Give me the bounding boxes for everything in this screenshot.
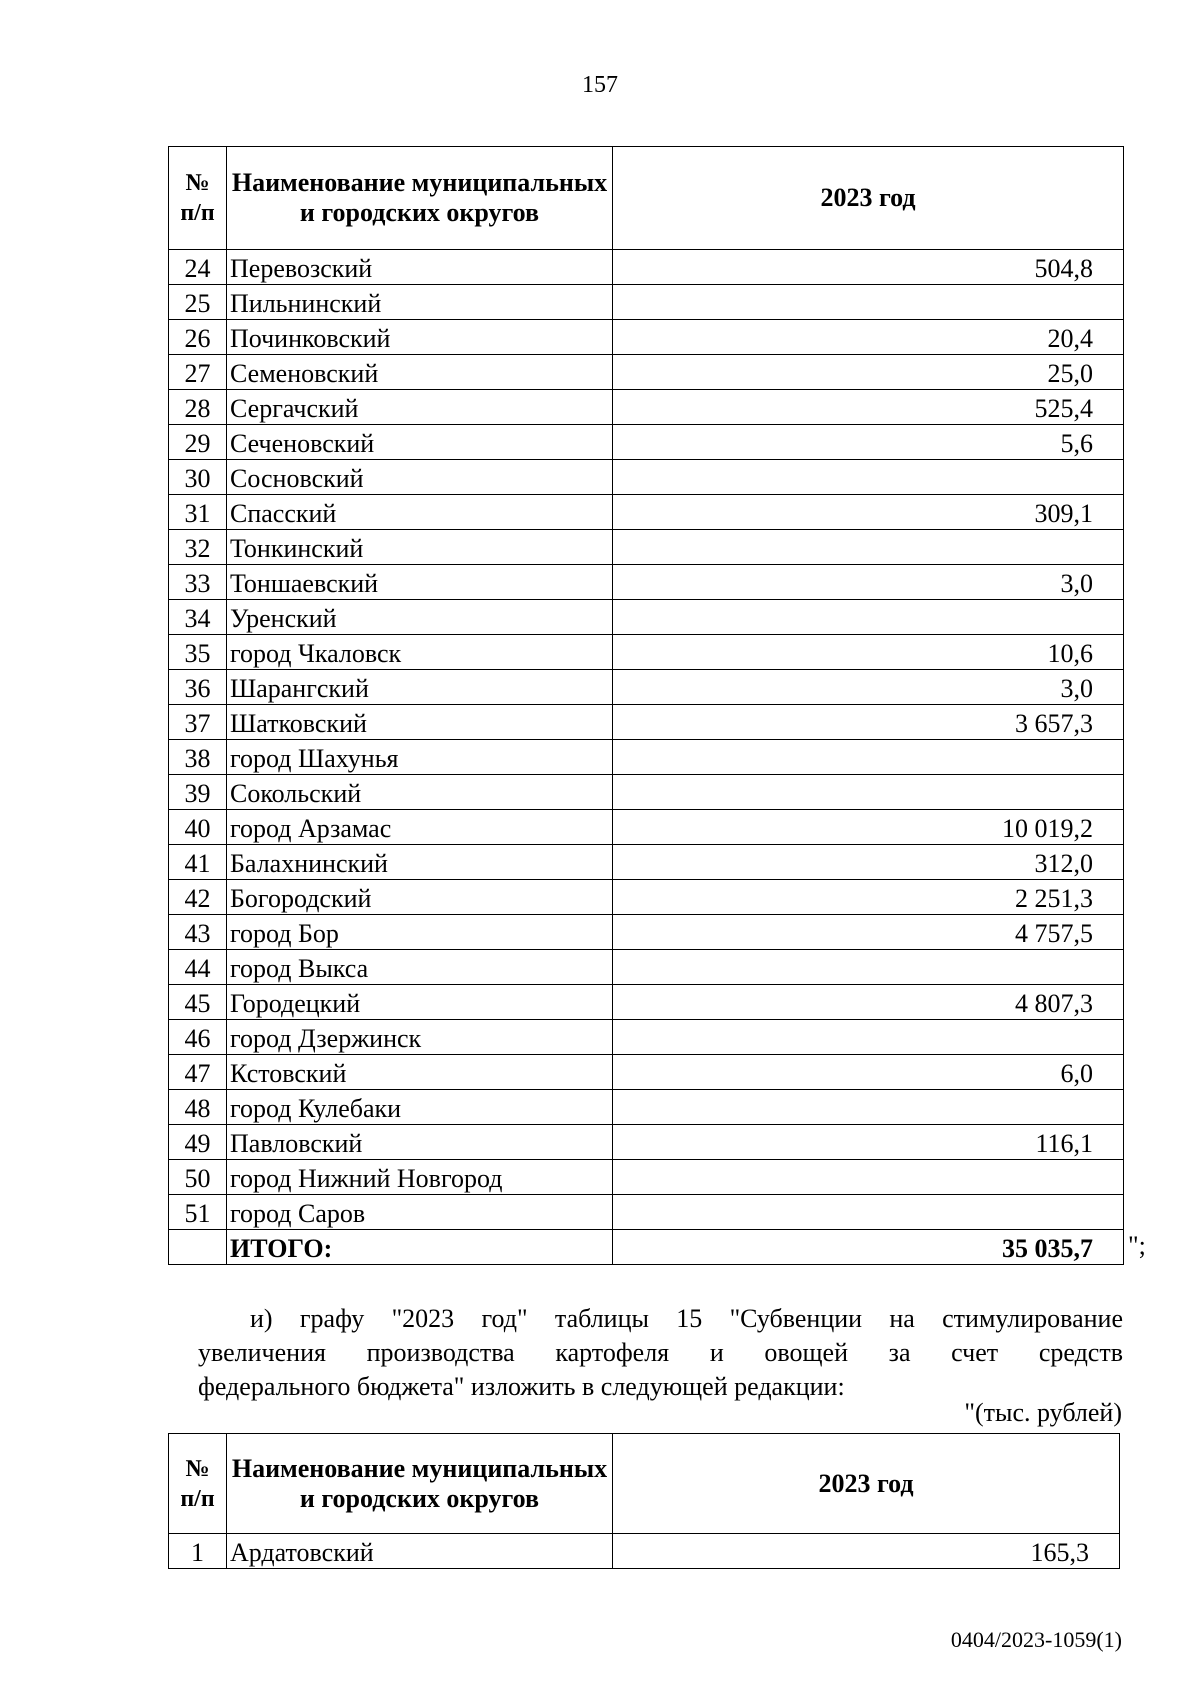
table-row (169, 635, 1124, 670)
table-row (169, 705, 1124, 740)
row-value (613, 950, 1124, 985)
table-body (169, 1534, 1120, 1569)
row-municipality: Сергачский (227, 390, 613, 425)
row-number: 42 (169, 880, 227, 915)
table-row (169, 1125, 1124, 1160)
row-municipality: город Арзамас (227, 810, 613, 845)
row-number: 25 (169, 285, 227, 320)
row-value: 116,1 (613, 1125, 1124, 1160)
row-value (613, 460, 1124, 495)
row-municipality: Починковский (227, 320, 613, 355)
table-row (169, 740, 1124, 775)
amendment-paragraph (198, 1302, 1123, 1404)
row-municipality: Сосновский (227, 460, 613, 495)
row-value: 3,0 (613, 670, 1124, 705)
row-value: 312,0 (613, 845, 1124, 880)
row-value: 10 019,2 (613, 810, 1124, 845)
row-number: 36 (169, 670, 227, 705)
row-municipality: Тоншаевский (227, 565, 613, 600)
row-municipality: город Чкаловск (227, 635, 613, 670)
row-number: 38 (169, 740, 227, 775)
row-value (613, 1195, 1124, 1230)
total-label: ИТОГО: (227, 1230, 613, 1265)
header-year: 2023 год (613, 1434, 1120, 1534)
row-number: 50 (169, 1160, 227, 1195)
table-row (169, 985, 1124, 1020)
row-value: 20,4 (613, 320, 1124, 355)
table-row (169, 775, 1124, 810)
table-row (169, 845, 1124, 880)
potato-vegetable-subvention-table (168, 1433, 1120, 1569)
table-row (169, 950, 1124, 985)
row-municipality: город Дзержинск (227, 1020, 613, 1055)
row-value: 6,0 (613, 1055, 1124, 1090)
table-row (169, 355, 1124, 390)
table-row (169, 915, 1124, 950)
row-number: 47 (169, 1055, 227, 1090)
row-value (613, 530, 1124, 565)
row-number: 40 (169, 810, 227, 845)
table-row (169, 1090, 1124, 1125)
table-row (169, 390, 1124, 425)
total-num-cell (169, 1230, 227, 1265)
paragraph-line: увеличения производства картофеля и овощей за счет средств (198, 1338, 1123, 1367)
row-number: 43 (169, 915, 227, 950)
table-row (169, 1534, 1120, 1569)
document-code: 0404/2023-1059(1) (950, 1627, 1122, 1652)
row-value: 3 657,3 (613, 705, 1124, 740)
table-row (169, 810, 1124, 845)
quote-suffix: "; (1128, 1231, 1146, 1260)
table-row (169, 1055, 1124, 1090)
subvention-table-continued (168, 146, 1124, 1265)
table-header-row (169, 1434, 1120, 1534)
row-municipality: город Выкса (227, 950, 613, 985)
row-value: 5,6 (613, 425, 1124, 460)
row-municipality: город Бор (227, 915, 613, 950)
table-row (169, 880, 1124, 915)
row-value (613, 1160, 1124, 1195)
row-municipality: Шатковский (227, 705, 613, 740)
table-row (169, 1020, 1124, 1055)
row-value (613, 285, 1124, 320)
table-header-row (169, 147, 1124, 250)
table-row (169, 460, 1124, 495)
row-municipality: город Шахунья (227, 740, 613, 775)
row-value: 504,8 (613, 250, 1124, 285)
table-row (169, 1160, 1124, 1195)
row-municipality: Шарангский (227, 670, 613, 705)
total-value: 35 035,7 (613, 1230, 1124, 1265)
row-value (613, 600, 1124, 635)
row-municipality: город Саров (227, 1195, 613, 1230)
row-municipality: Богородский (227, 880, 613, 915)
row-value (613, 775, 1124, 810)
row-municipality: Городецкий (227, 985, 613, 1020)
unit-note: "(тыс. рублей) (964, 1398, 1122, 1427)
row-number: 34 (169, 600, 227, 635)
table-row (169, 565, 1124, 600)
row-municipality: Перевозский (227, 250, 613, 285)
row-number: 24 (169, 250, 227, 285)
table-row (169, 600, 1124, 635)
table-row (169, 530, 1124, 565)
header-name: Наименование муниципальных и городских округов (227, 1434, 613, 1534)
paragraph-line: и) графу "2023 год" таблицы 15 "Субвенции на стимулирование (250, 1304, 1123, 1333)
row-number: 32 (169, 530, 227, 565)
total-row (169, 1230, 1124, 1265)
row-number: 49 (169, 1125, 227, 1160)
table-row (169, 495, 1124, 530)
row-value: 2 251,3 (613, 880, 1124, 915)
row-value: 25,0 (613, 355, 1124, 390)
row-value (613, 740, 1124, 775)
row-municipality: Кстовский (227, 1055, 613, 1090)
row-number: 44 (169, 950, 227, 985)
row-value: 10,6 (613, 635, 1124, 670)
row-number: 30 (169, 460, 227, 495)
row-value: 525,4 (613, 390, 1124, 425)
header-num: № п/п (169, 147, 227, 250)
row-value: 165,3 (613, 1534, 1120, 1569)
table-row (169, 1195, 1124, 1230)
row-municipality: Павловский (227, 1125, 613, 1160)
table-row (169, 320, 1124, 355)
table-row (169, 285, 1124, 320)
row-municipality: Ардатовский (227, 1534, 613, 1569)
row-municipality: город Кулебаки (227, 1090, 613, 1125)
row-municipality: город Нижний Новгород (227, 1160, 613, 1195)
row-municipality: Сеченовский (227, 425, 613, 460)
row-municipality: Балахнинский (227, 845, 613, 880)
row-municipality: Спасский (227, 495, 613, 530)
row-number: 31 (169, 495, 227, 530)
row-value: 309,1 (613, 495, 1124, 530)
row-value: 3,0 (613, 565, 1124, 600)
header-year: 2023 год (613, 147, 1124, 250)
table-body (169, 250, 1124, 1230)
row-number: 48 (169, 1090, 227, 1125)
row-number: 46 (169, 1020, 227, 1055)
row-value: 4 807,3 (613, 985, 1124, 1020)
row-value: 4 757,5 (613, 915, 1124, 950)
row-number: 28 (169, 390, 227, 425)
header-num: № п/п (169, 1434, 227, 1534)
row-number: 26 (169, 320, 227, 355)
paragraph-line: федерального бюджета" изложить в следующей редакции: (198, 1372, 845, 1401)
row-number: 33 (169, 565, 227, 600)
row-number: 37 (169, 705, 227, 740)
row-value (613, 1020, 1124, 1055)
table-row (169, 250, 1124, 285)
row-number: 51 (169, 1195, 227, 1230)
row-number: 41 (169, 845, 227, 880)
row-number: 39 (169, 775, 227, 810)
row-municipality: Семеновский (227, 355, 613, 390)
row-municipality: Сокольский (227, 775, 613, 810)
row-number: 1 (169, 1534, 227, 1569)
row-municipality: Уренский (227, 600, 613, 635)
row-number: 27 (169, 355, 227, 390)
page-number: 157 (582, 72, 618, 98)
row-municipality: Пильнинский (227, 285, 613, 320)
table-row (169, 670, 1124, 705)
row-value (613, 1090, 1124, 1125)
row-number: 35 (169, 635, 227, 670)
row-municipality: Тонкинский (227, 530, 613, 565)
table-row (169, 425, 1124, 460)
header-name: Наименование муниципальных и городских округов (227, 147, 613, 250)
row-number: 45 (169, 985, 227, 1020)
row-number: 29 (169, 425, 227, 460)
